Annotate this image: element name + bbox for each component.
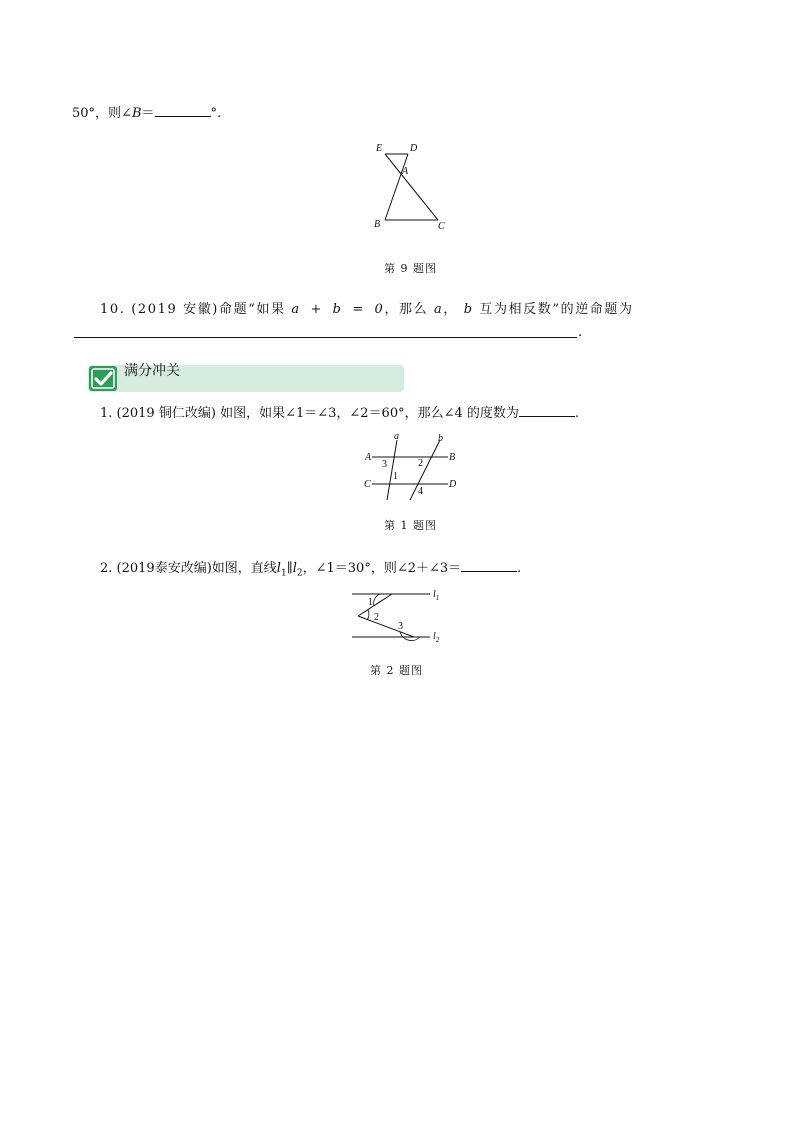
p2-l1-sub: 1 xyxy=(280,568,287,579)
q10-source: (2019 安徽) xyxy=(131,302,219,317)
p2-text-2: ，∠1＝30°，则∠2＋∠3＝ xyxy=(302,561,462,576)
p2-l2: l xyxy=(292,561,297,576)
fig1-label-A: A xyxy=(365,452,372,463)
fig1-label-b: b xyxy=(438,433,443,444)
fig9-label-B: B xyxy=(374,219,381,230)
p2-answer-blank[interactable] xyxy=(461,559,517,572)
q10-text-1: 命题“如果 xyxy=(218,302,286,317)
fig2-l1-sub: 1 xyxy=(435,594,440,602)
fig9-label-E: E xyxy=(376,143,383,154)
fig1-label-D: D xyxy=(449,479,457,490)
q10-math: a + b = 0 xyxy=(291,302,385,317)
p2-l2-sub: 2 xyxy=(296,568,303,579)
fig1-angle-3: 3 xyxy=(382,459,387,470)
fig2-l1-letter: l xyxy=(433,589,436,600)
figure-2 xyxy=(350,586,450,644)
q10-text-2: ，那么 xyxy=(384,302,429,317)
p1-text: 如图，如果∠1＝∠3，∠2＝60°，那么∠4 的度数为 xyxy=(220,406,519,421)
q10-answer-blank[interactable] xyxy=(74,337,577,338)
q9-tail-suffix: °. xyxy=(210,106,222,121)
p1-question xyxy=(100,402,579,421)
figure-9 xyxy=(368,138,458,238)
q9-tail-var: B xyxy=(131,106,142,121)
q10-var-a: a xyxy=(433,302,444,317)
fig2-angle-2: 2 xyxy=(374,612,379,623)
fig1-angle-4: 4 xyxy=(418,486,423,497)
q10-sep: ， xyxy=(443,302,458,317)
q9-tail-prefix: 50°，则∠ xyxy=(72,106,132,121)
figure-1 xyxy=(360,430,464,504)
p1-source: (2019 铜仁改编) xyxy=(116,406,216,421)
q9-answer-line xyxy=(72,102,221,121)
p2-end: . xyxy=(517,561,522,576)
fig1-label-B: B xyxy=(449,452,456,463)
p2-source: (2019泰安改编) xyxy=(116,561,212,576)
fig1-label-a: a xyxy=(394,431,399,442)
q10-end: . xyxy=(578,325,583,340)
fig1-angle-1: 1 xyxy=(393,471,398,482)
p2-l1: l xyxy=(276,561,281,576)
q10-text-3: 互为相反数”的逆命题为 xyxy=(479,302,634,317)
q10-number: 10. xyxy=(100,302,126,317)
fig9-caption: 第 9 题图 xyxy=(384,262,437,275)
q10-var-b: b xyxy=(463,302,474,317)
p2-question xyxy=(100,557,521,579)
fig9-label-C: C xyxy=(438,221,445,232)
fig2-label-l2 xyxy=(433,631,440,644)
p2-text-1: 如图，直线 xyxy=(211,561,277,576)
q9-answer-blank[interactable] xyxy=(155,104,211,117)
fig1-label-C: C xyxy=(364,479,371,490)
fig9-label-A: A xyxy=(402,166,409,177)
p1-answer-blank[interactable] xyxy=(519,404,575,417)
p1-end: . xyxy=(574,406,580,421)
fig2-angle-1: 1 xyxy=(368,597,373,608)
fig1-angle-2: 2 xyxy=(418,458,423,469)
checkmark-icon xyxy=(88,365,118,392)
fig2-label-l1 xyxy=(433,589,439,602)
p2-parallel: ∥ xyxy=(286,561,293,576)
fig2-l2-letter: l xyxy=(433,631,436,642)
fig2-angle-3: 3 xyxy=(398,621,403,632)
fig9-label-D: D xyxy=(410,143,418,154)
fig1-caption: 第 1 题图 xyxy=(384,519,437,532)
p1-number: 1. xyxy=(100,406,113,421)
fig2-l2-sub: 2 xyxy=(435,636,440,644)
p2-number: 2. xyxy=(100,561,113,576)
q10-question xyxy=(100,298,634,317)
fig2-caption: 第 2 题图 xyxy=(370,664,423,677)
section-title: 满分冲关 xyxy=(124,363,180,379)
q9-tail-eq: ＝ xyxy=(141,106,155,121)
